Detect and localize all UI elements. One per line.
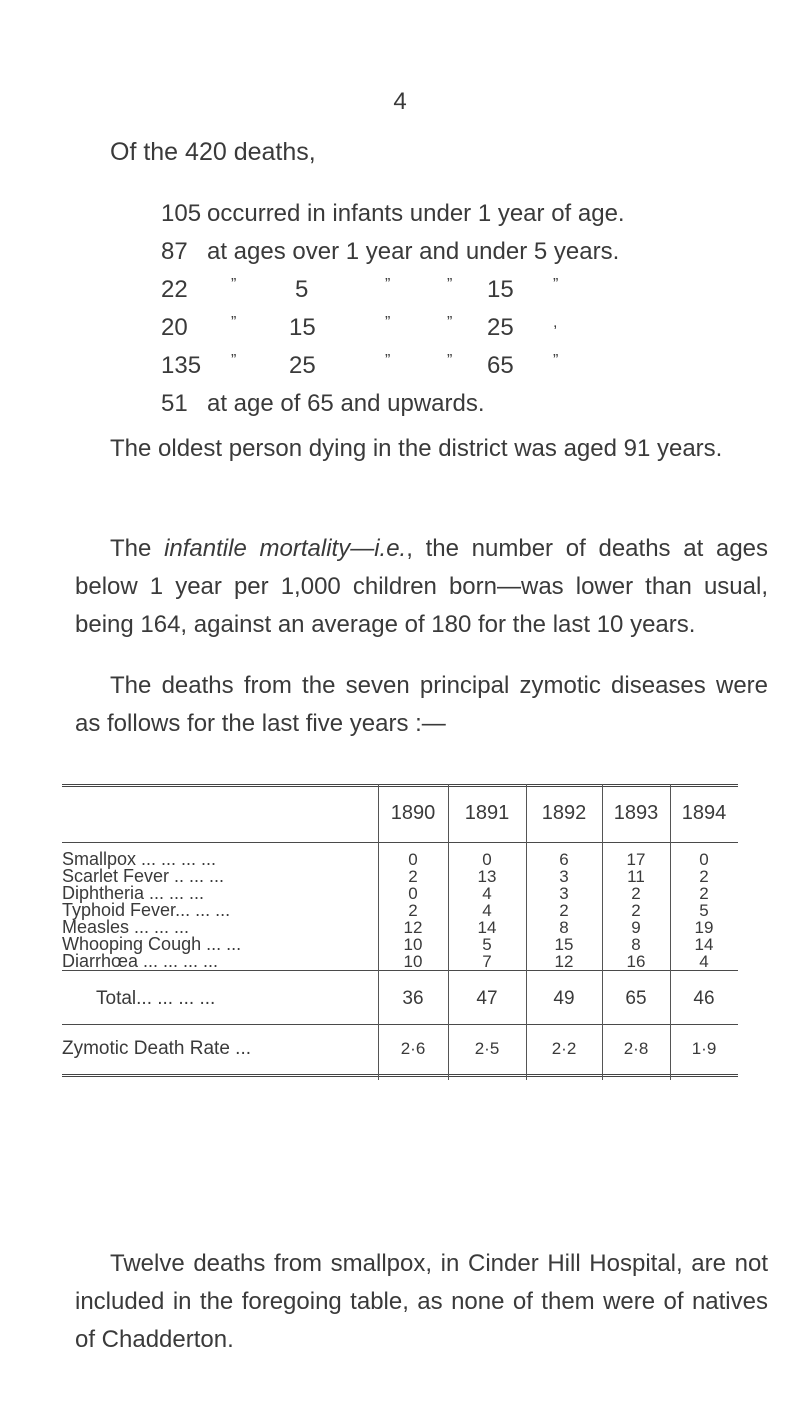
death-count: 22 [161,276,188,303]
disease-label: Measles ... ... ... [62,917,190,937]
disease-label: Diphtheria ... ... ... [62,883,205,903]
intro-line: Of the 420 deaths, [110,138,316,166]
death-count: 51 [161,390,188,417]
table-cell: 2 [699,867,709,886]
ditto-mark: ” [385,276,391,293]
rate-cell: 1·9 [691,1039,717,1058]
table-bottom-rule [62,1074,738,1077]
year-header: 1893 [613,802,659,824]
ditto-mark: ” [447,352,453,369]
death-count: 20 [161,314,188,341]
table-header-rule [62,842,738,843]
table-cell: 2 [408,901,418,920]
table-cell: 0 [408,850,418,869]
death-description: occurred in infants under 1 year of age. [207,200,625,227]
age-upper: 15 [487,276,514,303]
age-lower: 15 [289,314,316,341]
year-header: 1892 [541,802,587,824]
paragraph-oldest [75,430,768,468]
paragraph-text-start: The [110,535,165,562]
disease-label: Scarlet Fever .. ... ... [62,866,225,886]
table-cell: 6 [559,850,569,869]
table-cell: 3 [559,867,569,886]
table-cell: 4 [482,884,492,903]
rate-cell: 2·2 [551,1039,577,1058]
table-cell: 2 [559,901,569,920]
paragraph-infantile-mortality [75,530,768,644]
table-cell: 17 [626,850,646,869]
ditto-mark: , [553,314,558,331]
table-cell: 0 [482,850,492,869]
ditto-mark: ” [385,352,391,369]
ditto-mark: ” [447,276,453,293]
table-cell: 2 [631,884,641,903]
paragraph-smallpox-note [75,1245,768,1359]
paragraph-text: The oldest person dying in the district was aged 91 years. [110,435,723,462]
total-cell: 46 [693,988,715,1009]
death-count: 105 [161,200,202,227]
ditto-mark: ” [231,276,237,293]
table-cell: 14 [477,918,497,937]
age-lower: 5 [295,276,309,303]
table-cell: 19 [694,918,714,937]
table-cell: 14 [694,935,714,954]
age-lower: 25 [289,352,316,379]
table-cell: 11 [627,867,645,886]
paragraph-text: The deaths from the seven principal zymotic diseases were as follows for the last five years :— [75,672,768,737]
death-count: 87 [161,238,188,265]
table-cell: 5 [482,935,492,954]
year-header: 1891 [464,802,510,824]
table-total-rule [62,1024,738,1025]
death-description: at age of 65 and upwards. [207,390,485,417]
table-cell: 8 [559,918,569,937]
table-top-rule [62,784,738,787]
ditto-mark: ” [553,352,559,369]
table-cell: 13 [477,867,497,886]
table-cell: 12 [554,952,574,971]
table-cell: 5 [699,901,709,920]
rate-cell: 2·8 [623,1039,649,1058]
table-cell: 0 [699,850,709,869]
table-cell: 8 [631,935,641,954]
total-cell: 49 [553,988,575,1009]
ditto-mark: ” [447,314,453,331]
total-label: Total... ... ... ... [96,988,216,1009]
paragraph-text: Twelve deaths from smallpox, in Cinder Hill Hospital, are not included in the foregoing table, as none of them were of natives of Chadderton. [75,1250,768,1353]
disease-label: Typhoid Fever... ... ... [62,900,231,920]
ditto-mark: ” [385,314,391,331]
year-header: 1890 [390,802,436,824]
rate-label: Zymotic Death Rate ... [62,1038,252,1059]
table-cell: 2 [631,901,641,920]
total-cell: 36 [402,988,424,1009]
ditto-mark: ” [553,276,559,293]
table-cell: 3 [559,884,569,903]
zymotic-deaths-table [62,784,738,1080]
age-upper: 25 [487,314,514,341]
rate-cell: 2·5 [474,1039,500,1058]
death-description: at ages over 1 year and under 5 years. [207,238,620,265]
emphasis-term: infantile mortality—i.e. [164,535,407,562]
table-cell: 9 [631,918,641,937]
table-cell: 7 [482,952,492,971]
table-cell: 15 [554,935,574,954]
table-cell: 10 [403,952,423,971]
year-header: 1894 [681,802,727,824]
ditto-mark: ” [231,352,237,369]
page-number: 4 [393,88,407,115]
death-count: 135 [161,352,202,379]
table-cell: 0 [408,884,418,903]
table-cell: 2 [699,884,709,903]
table-cell: 16 [626,952,646,971]
table-cell: 2 [408,867,418,886]
total-cell: 65 [625,988,647,1009]
ditto-mark: ” [231,314,237,331]
paragraph-text-rest: , the number of deaths at ages below 1 year per 1,000 children born—was lower than usual, being 164, against an average of 180 for the last 10 years. [75,535,769,638]
age-upper: 65 [487,352,514,379]
total-cell: 47 [476,988,498,1009]
disease-label: Smallpox ... ... ... ... [62,849,217,869]
table-cell: 10 [403,935,423,954]
disease-label: Whooping Cough ... ... [62,934,242,954]
table-cell: 4 [482,901,492,920]
table-cell: 4 [699,952,709,971]
paragraph-zymotic [75,667,768,743]
rate-cell: 2·6 [400,1039,426,1058]
disease-label: Diarrhœa ... ... ... ... [62,951,219,971]
table-cell: 12 [403,918,423,937]
